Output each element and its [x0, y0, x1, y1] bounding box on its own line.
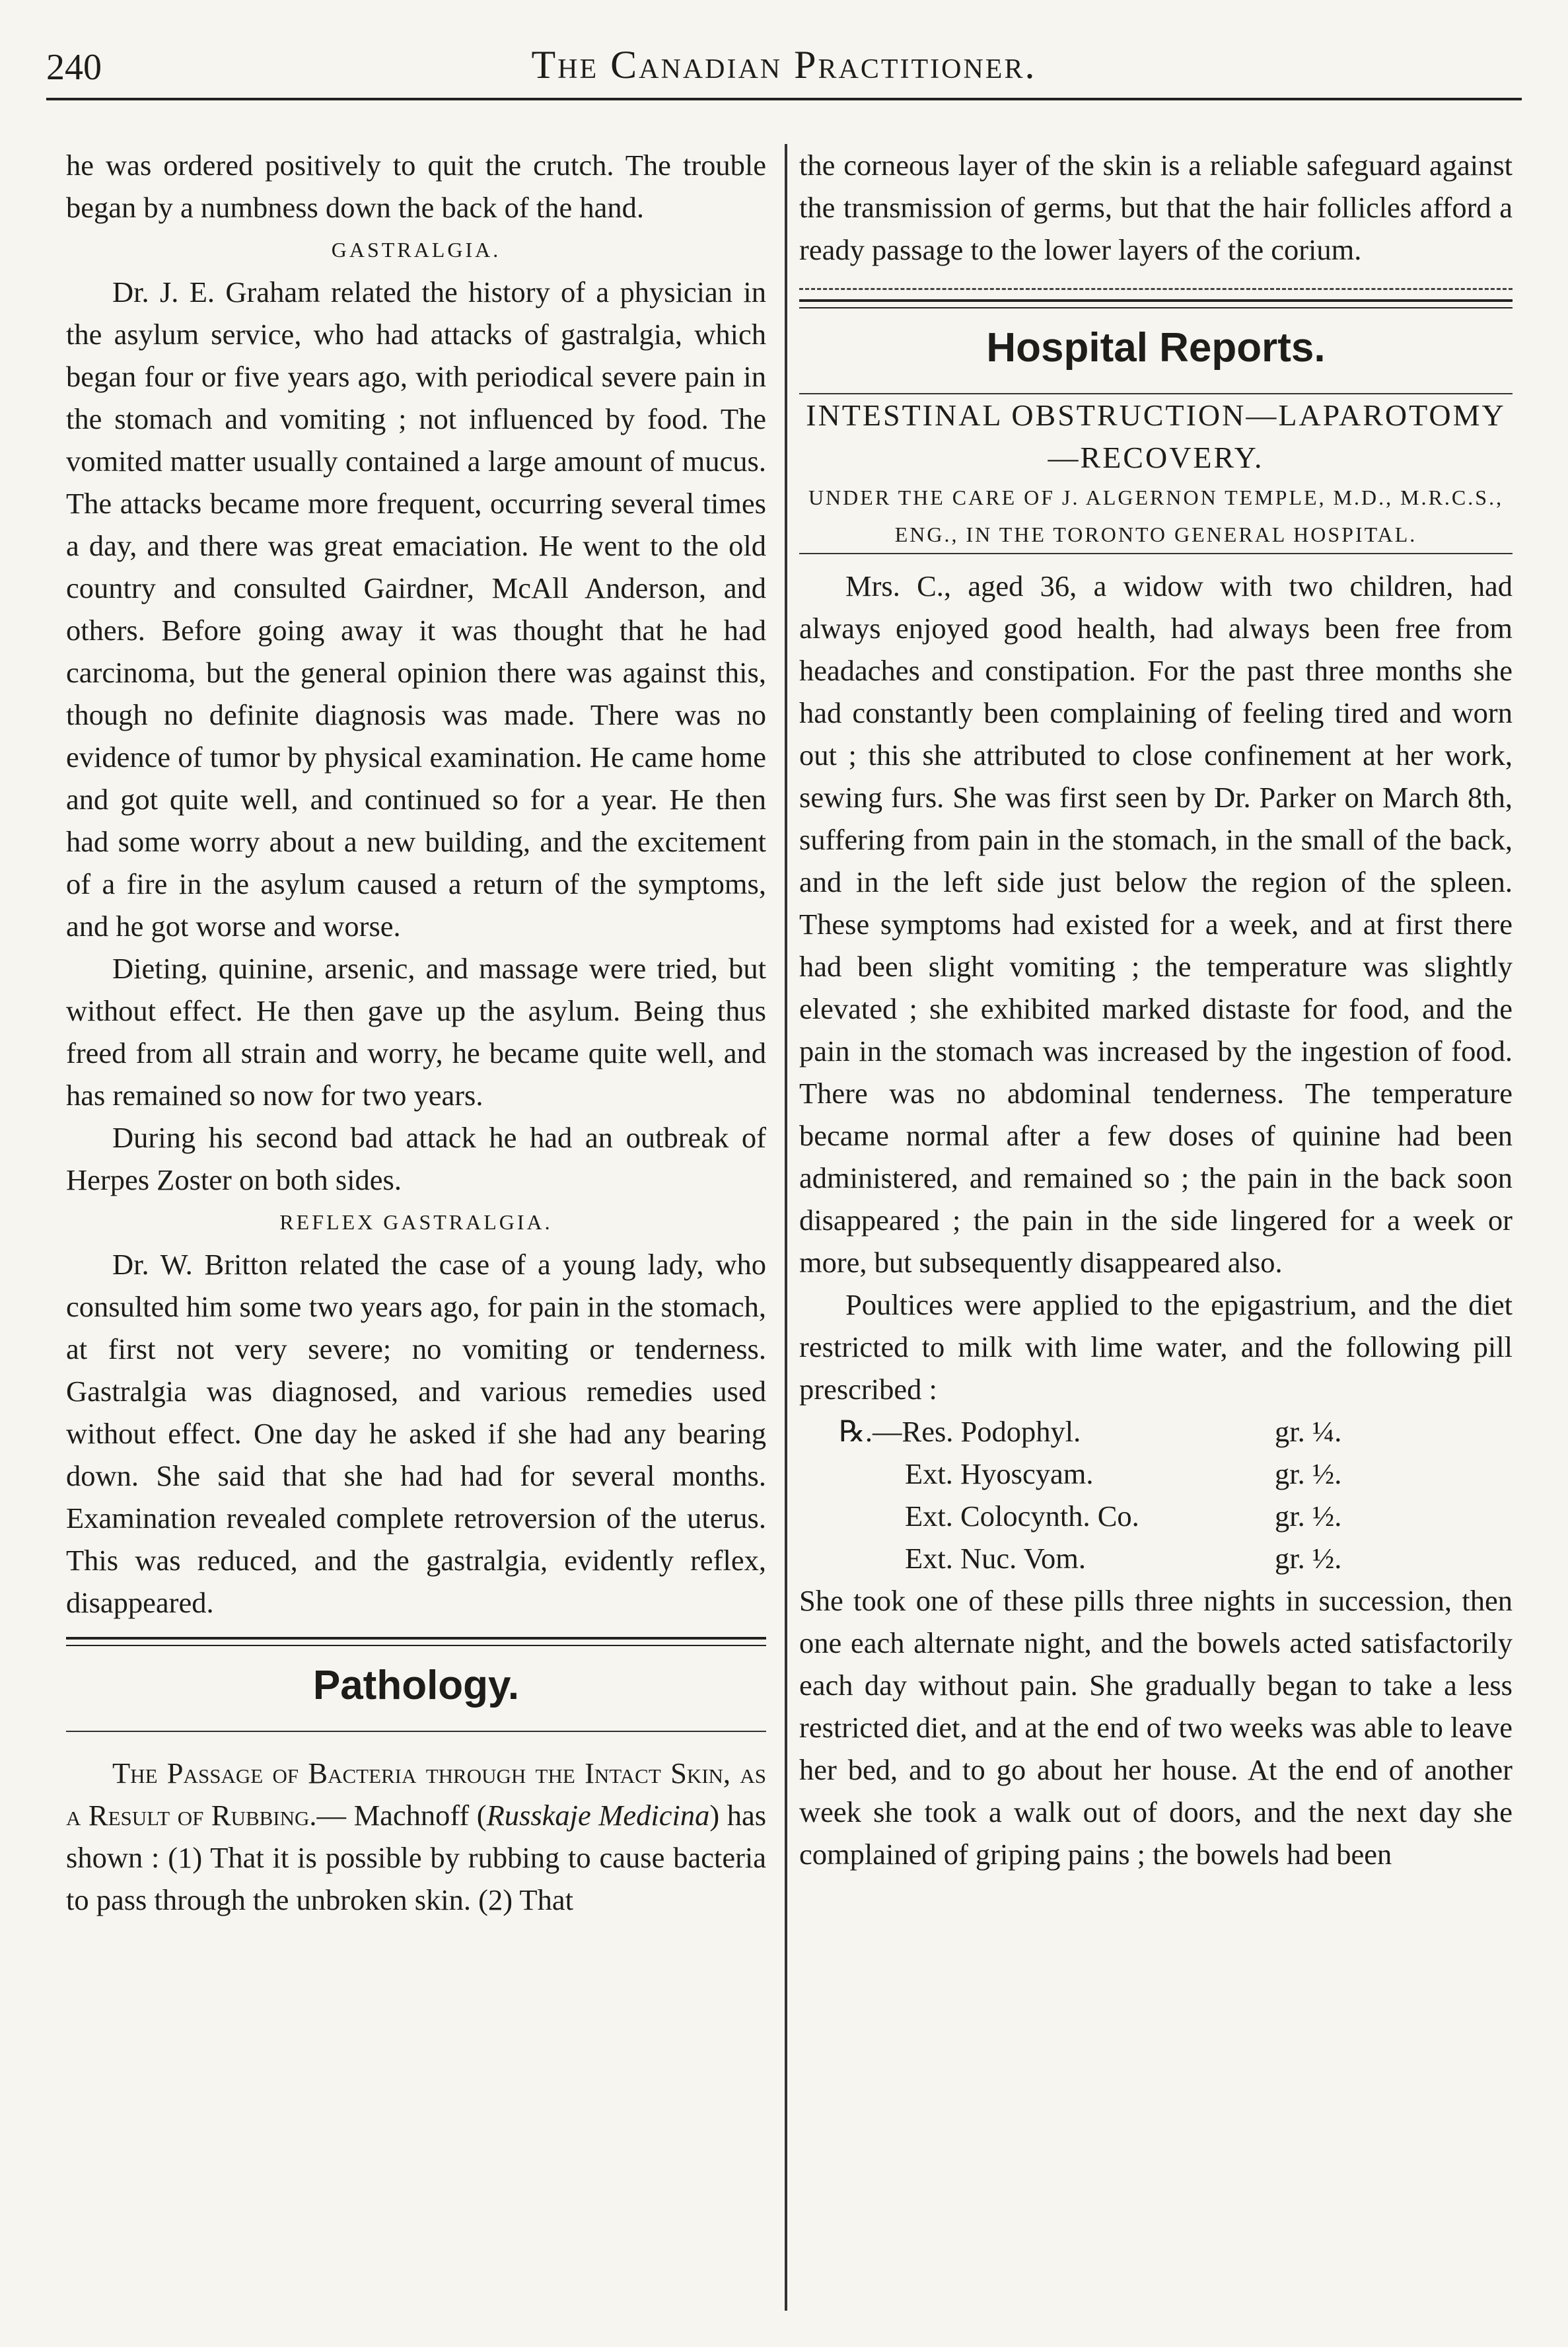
- paragraph: he was ordered positively to quit the crutch. The trouble began by a numbness down the back of the hand.: [66, 149, 766, 224]
- left-column: [66, 144, 766, 1921]
- prescription-dose: gr. ½.: [1275, 1457, 1342, 1490]
- article-lead: The Passage of Bacteria through the Intact Skin, as a Result of Rubbing.—: [66, 1756, 766, 1832]
- section-title-pathology: Pathology.: [312, 1663, 520, 1708]
- column-divider: [785, 144, 787, 2311]
- subheading-reflex-gastralgia: REFLEX GASTRALGIA.: [279, 1210, 553, 1234]
- prescription-dose: gr. ½.: [1275, 1499, 1342, 1533]
- paragraph: Poultices were applied to the epigastrium, and the diet restricted to milk with lime water, and the following pill prescribed :: [799, 1288, 1513, 1406]
- source-title: Russkaje Medicina: [486, 1799, 710, 1832]
- text-span: Machnoff (: [353, 1799, 487, 1832]
- section-rule: [66, 1637, 766, 1646]
- paragraph: Mrs. C., aged 36, a widow with two children, had always enjoyed good health, had always been free from headaches and constipation. For the past three months she had constantly been complaining of feeling tired and worn out ; this she attributed to close confinement at her work, sewing furs. She was first seen by Dr. Parker on March 8th, suffering from pain in the stomach, in the small of the back, and in the left side just below the region of the spleen. These symptoms had existed for a week, and at first there had been slight vomiting ; the temperature was slightly elevated ; she exhibited marked distaste for food, and the pain in the stomach was increased by the ingestion of food. There was no abdominal tenderness. The temperature became normal after a few doses of quinine had been administered, and remained so ; the pain in the back soon disappeared ; the pain in the side lingered for a week or more, but subsequently disappeared also.: [799, 569, 1513, 1279]
- prescription: [839, 1410, 1513, 1579]
- prescription-dose: gr. ½.: [1275, 1542, 1342, 1575]
- subheading-gastralgia: GASTRALGIA.: [331, 238, 501, 262]
- text-span: ) has shown : (1) That it is possible by rubbing to cause bacteria to pass through the unbroken skin. (2) That: [66, 1799, 767, 1916]
- paragraph: During his second bad attack he had an outbreak of Herpes Zoster on both sides.: [66, 1121, 766, 1196]
- section-rule: [799, 288, 1513, 290]
- paragraph: Dr. W. Britton related the case of a young lady, who consulted him some two years ago, for pain in the stomach, at first not very severe; no vomiting or tenderness. Gastralgia was diagnosed, and various remedies used without effect. One day he asked if she had any bearing down. She said that she had had for several months. Examination revealed complete retroversion of the uterus. This was reduced, and the gastralgia, evidently reflex, disappeared.: [66, 1248, 766, 1619]
- section-rule: [799, 553, 1513, 554]
- paragraph: [66, 1752, 766, 1921]
- prescription-drug: Ext. Nuc. Vom.: [905, 1542, 1087, 1575]
- section-title-hospital-reports: Hospital Reports.: [986, 325, 1326, 371]
- prescription-drug: ℞.—Res. Podophyl.: [839, 1415, 1081, 1448]
- right-column: [799, 144, 1513, 1875]
- running-title: The Canadian Practitioner.: [531, 43, 1037, 87]
- prescription-dose: gr. ¼.: [1275, 1415, 1342, 1448]
- section-rule: [799, 299, 1513, 308]
- section-rule: [66, 1731, 766, 1732]
- report-attribution: UNDER THE CARE OF J. ALGERNON TEMPLE, M.D., M.R.C.S., ENG., IN THE TORONTO GENERAL HOSPITAL.: [808, 486, 1504, 546]
- paragraph: She took one of these pills three nights in succession, then one each alternate night, and the bowels acted satisfactorily each day without pain. She gradually began to take a less restricted diet, and at the end of two weeks was able to leave her bed, and to go about her house. At the end of another week she took a walk out of doors, and the next day she complained of griping pains ; the bowels had been: [799, 1584, 1513, 1871]
- paragraph: Dr. J. E. Graham related the history of a physician in the asylum service, who had attacks of gastralgia, which began four or five years ago, with periodical severe pain in the stomach and vomiting ; not influenced by food. The vomited matter usually contained a large amount of mucus. The attacks became more frequent, occurring several times a day, and there was great emaciation. He went to the old country and consulted Gairdner, McAll Anderson, and others. Before going away it was thought that he had carcinoma, but the general opinion there was against this, though no definite diagnosis was made. There was no evidence of tumor by physical examination. He came home and got quite well, and continued so for a year. He then had some worry about a new building, and the excitement of a fire in the asylum caused a return of the symptoms, and he got worse and worse.: [66, 275, 766, 943]
- prescription-drug: Ext. Colocynth. Co.: [905, 1499, 1139, 1533]
- page-header: [46, 33, 1522, 92]
- paragraph: the corneous layer of the skin is a reliable safeguard against the transmission of germs, but that the hair follicles afford a ready passage to the lower layers of the corium.: [799, 149, 1513, 266]
- paragraph: Dieting, quinine, arsenic, and massage were tried, but without effect. He then gave up the asylum. Being thus freed from all strain and worry, he became quite well, and has remained so now for two years.: [66, 952, 766, 1112]
- page-number: 240: [46, 47, 102, 88]
- report-title: INTESTINAL OBSTRUCTION—LAPAROTOMY—RECOVERY.: [806, 398, 1506, 474]
- prescription-drug: Ext. Hyoscyam.: [905, 1457, 1094, 1490]
- header-rule: [46, 98, 1522, 100]
